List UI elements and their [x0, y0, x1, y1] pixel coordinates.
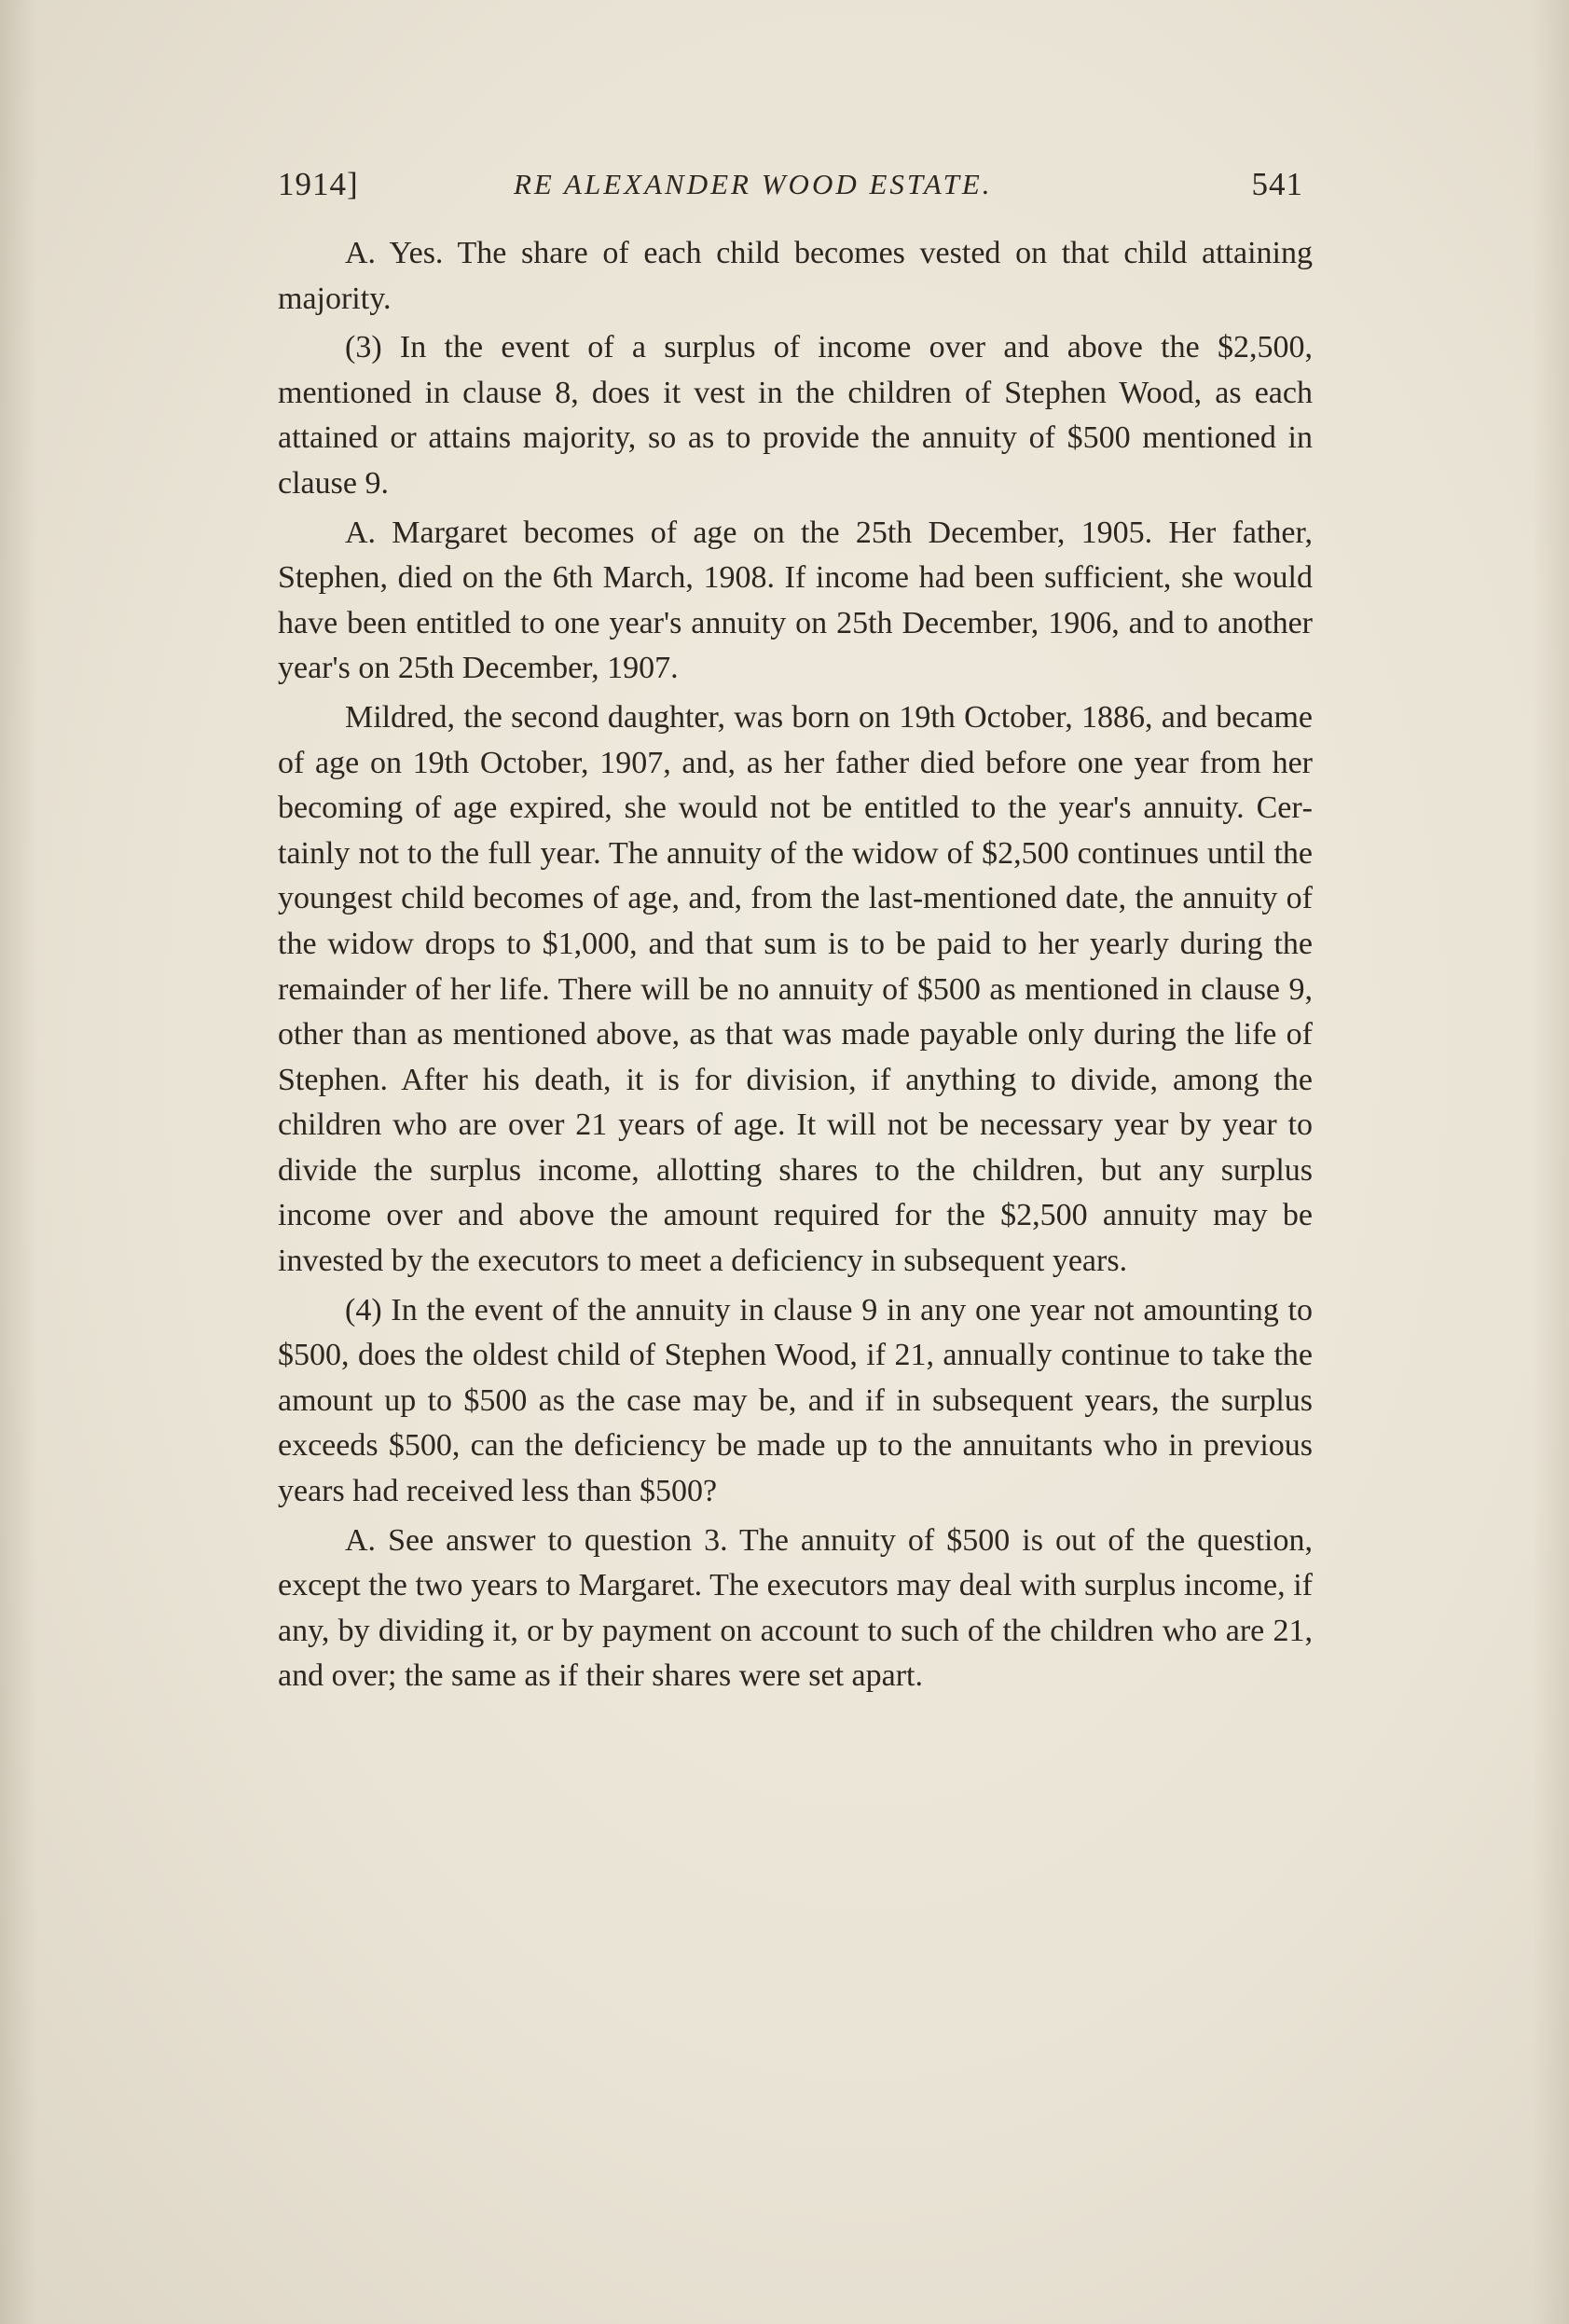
page-edge-shadow-right — [1532, 0, 1569, 2324]
paragraph-question-3: (3) In the event of a surplus of income over and above the $2,500, mentioned in clause 8, does it vest in the children of Stephen Wood, as each attained or attains majority, so as to provide the annuity of $500 mentioned in clause 9. — [278, 330, 1313, 501]
body-text — [278, 231, 1313, 1699]
page-edge-shadow-left — [0, 0, 37, 2324]
header-year: 1914] — [278, 166, 359, 202]
page-number: 541 — [1251, 166, 1303, 202]
header-title: RE ALEXANDER WOOD ESTATE. — [514, 168, 993, 200]
paragraph-answer-2: A. Yes. The share of each child becomes vested on that child attaining majority. — [278, 236, 1313, 316]
paragraph-answer-3-mildred: Mildred, the second daughter, was born on 19th October, 1886, and became of age on 19th October, 1907, and, as her father died before one year from her becoming of age expired, she would not be entitled to the year's annuity. Certainly not to the full year. The annuity of the widow of $2,500 continues until the youngest child becomes of age, and, from the last-mentioned date, the annuity of the widow drops to $1,000, and that sum is to be paid to her yearly during the remainder of her life. There will be no annuity of $500 as mentioned in clause 9, other than as mentioned above, as that was made payable only during the life of Stephen. After his death, it is for division, if anything to divide, among the children who are over 21 years of age. It will not be necessary year by year to divide the surplus income, allotting shares to the children, but any surplus income over and above the amount required for the $2,500 annuity may be invested by the executors to meet a deficiency in subsequent years. — [278, 699, 1313, 1279]
running-head — [278, 157, 1303, 213]
paragraph-question-4: (4) In the event of the annuity in clause 9 in any one year not amounting to $500, does the oldest child of Stephen Wood, if 21, annually continue to take the amount up to $500 as the case may be, and if in subsequent years, the surplus exceeds $500, can the deficiency be made up to the annuitants who in previous years had received less than $500? — [278, 1292, 1313, 1509]
paragraph-answer-4: A. See answer to question 3. The annuity of $500 is out of the question, except the two years to Margaret. The executors may deal with surplus income, if any, by dividing it, or by payment on account to such of the children who are 21, and over; the same as if their shares were set apart. — [278, 1522, 1313, 1694]
paragraph-answer-3-margaret: A. Margaret becomes of age on the 25th December, 1905. Her father, Stephen, died on the 6th March, 1908. If income had been sufficient, she would have been entitled to one year's annuity on 25th December, 1906, and to another year's on 25th December, 1907. — [278, 515, 1313, 686]
